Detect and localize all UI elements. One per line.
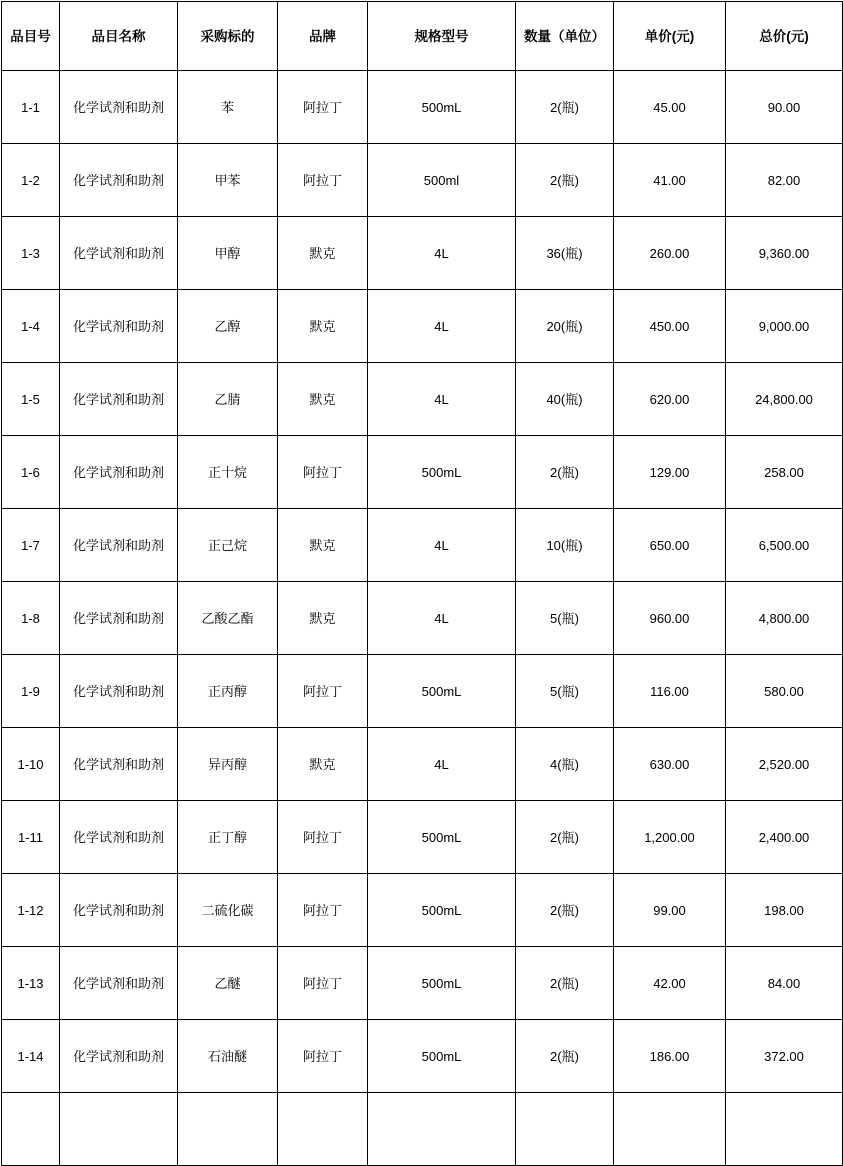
cell-item-name: 化学试剂和助剂	[60, 1020, 178, 1093]
cell-quantity: 2(瓶)	[516, 71, 614, 144]
table-row	[2, 655, 843, 728]
cell-brand: 阿拉丁	[278, 655, 368, 728]
cell-spec-model: 500mL	[368, 874, 516, 947]
cell-total-price: 9,000.00	[726, 290, 843, 363]
cell-unit-price: 1,200.00	[614, 801, 726, 874]
cell-quantity: 40(瓶)	[516, 363, 614, 436]
table-header-row	[2, 2, 843, 71]
cell-item-no: 1-6	[2, 436, 60, 509]
cell-item-no: 1-10	[2, 728, 60, 801]
table-row	[2, 728, 843, 801]
cell-unit-price: 450.00	[614, 290, 726, 363]
cell-spec-model	[368, 1093, 516, 1166]
cell-spec-model: 4L	[368, 290, 516, 363]
cell-spec-model: 4L	[368, 582, 516, 655]
cell-item-no: 1-1	[2, 71, 60, 144]
cell-quantity: 10(瓶)	[516, 509, 614, 582]
cell-spec-model: 4L	[368, 509, 516, 582]
column-header-spec-model: 规格型号	[368, 2, 516, 71]
cell-purchase-target: 二硫化碳	[178, 874, 278, 947]
cell-brand: 阿拉丁	[278, 801, 368, 874]
cell-purchase-target: 乙醇	[178, 290, 278, 363]
cell-unit-price: 620.00	[614, 363, 726, 436]
cell-brand: 默克	[278, 509, 368, 582]
table-row	[2, 436, 843, 509]
cell-item-no: 1-14	[2, 1020, 60, 1093]
table-row	[2, 71, 843, 144]
cell-purchase-target: 乙酸乙酯	[178, 582, 278, 655]
cell-unit-price: 630.00	[614, 728, 726, 801]
cell-total-price: 4,800.00	[726, 582, 843, 655]
cell-purchase-target: 乙醚	[178, 947, 278, 1020]
cell-unit-price: 960.00	[614, 582, 726, 655]
cell-purchase-target: 苯	[178, 71, 278, 144]
cell-total-price: 198.00	[726, 874, 843, 947]
cell-spec-model: 4L	[368, 217, 516, 290]
cell-total-price: 9,360.00	[726, 217, 843, 290]
column-header-total-price: 总价(元)	[726, 2, 843, 71]
cell-total-price: 2,520.00	[726, 728, 843, 801]
cell-brand: 默克	[278, 290, 368, 363]
cell-unit-price: 45.00	[614, 71, 726, 144]
cell-item-no: 1-4	[2, 290, 60, 363]
cell-item-name: 化学试剂和助剂	[60, 947, 178, 1020]
cell-unit-price: 116.00	[614, 655, 726, 728]
cell-purchase-target: 正丁醇	[178, 801, 278, 874]
cell-quantity: 2(瓶)	[516, 874, 614, 947]
cell-spec-model: 500mL	[368, 947, 516, 1020]
cell-quantity: 4(瓶)	[516, 728, 614, 801]
cell-item-no: 1-8	[2, 582, 60, 655]
cell-unit-price	[614, 1093, 726, 1166]
column-header-purchase-target: 采购标的	[178, 2, 278, 71]
cell-unit-price: 186.00	[614, 1020, 726, 1093]
cell-purchase-target: 正丙醇	[178, 655, 278, 728]
cell-item-no: 1-11	[2, 801, 60, 874]
cell-quantity: 20(瓶)	[516, 290, 614, 363]
cell-purchase-target: 甲苯	[178, 144, 278, 217]
cell-purchase-target: 正十烷	[178, 436, 278, 509]
cell-spec-model: 4L	[368, 728, 516, 801]
cell-brand: 默克	[278, 363, 368, 436]
cell-item-no: 1-3	[2, 217, 60, 290]
cell-item-name: 化学试剂和助剂	[60, 655, 178, 728]
cell-spec-model: 500mL	[368, 436, 516, 509]
table-row	[2, 582, 843, 655]
cell-total-price: 24,800.00	[726, 363, 843, 436]
table-row	[2, 947, 843, 1020]
cell-item-name: 化学试剂和助剂	[60, 290, 178, 363]
cell-total-price: 580.00	[726, 655, 843, 728]
cell-quantity: 2(瓶)	[516, 144, 614, 217]
cell-item-name: 化学试剂和助剂	[60, 436, 178, 509]
cell-brand: 默克	[278, 582, 368, 655]
cell-total-price: 258.00	[726, 436, 843, 509]
cell-brand: 阿拉丁	[278, 144, 368, 217]
cell-item-no: 1-7	[2, 509, 60, 582]
cell-item-name: 化学试剂和助剂	[60, 582, 178, 655]
cell-item-name: 化学试剂和助剂	[60, 217, 178, 290]
cell-item-name	[60, 1093, 178, 1166]
cell-total-price: 6,500.00	[726, 509, 843, 582]
cell-quantity	[516, 1093, 614, 1166]
cell-total-price: 90.00	[726, 71, 843, 144]
cell-quantity: 2(瓶)	[516, 1020, 614, 1093]
table-body	[2, 71, 843, 1166]
cell-quantity: 5(瓶)	[516, 655, 614, 728]
cell-item-no: 1-12	[2, 874, 60, 947]
cell-spec-model: 500mL	[368, 655, 516, 728]
cell-purchase-target: 异丙醇	[178, 728, 278, 801]
cell-unit-price: 41.00	[614, 144, 726, 217]
cell-total-price: 82.00	[726, 144, 843, 217]
cell-unit-price: 42.00	[614, 947, 726, 1020]
cell-quantity: 2(瓶)	[516, 436, 614, 509]
cell-item-name: 化学试剂和助剂	[60, 801, 178, 874]
table-row	[2, 509, 843, 582]
cell-total-price: 372.00	[726, 1020, 843, 1093]
table-row	[2, 801, 843, 874]
cell-spec-model: 500mL	[368, 71, 516, 144]
cell-unit-price: 650.00	[614, 509, 726, 582]
cell-brand: 阿拉丁	[278, 71, 368, 144]
cell-item-no: 1-5	[2, 363, 60, 436]
cell-brand: 阿拉丁	[278, 1020, 368, 1093]
cell-item-name: 化学试剂和助剂	[60, 363, 178, 436]
document-page	[0, 1, 843, 1064]
cell-purchase-target	[178, 1093, 278, 1166]
cell-spec-model: 500ml	[368, 144, 516, 217]
cell-brand: 阿拉丁	[278, 947, 368, 1020]
cell-item-name: 化学试剂和助剂	[60, 509, 178, 582]
cell-brand	[278, 1093, 368, 1166]
table-row	[2, 144, 843, 217]
column-header-item-no: 品目号	[2, 2, 60, 71]
table-row	[2, 1020, 843, 1093]
column-header-quantity-unit: 数量（单位）	[516, 2, 614, 71]
table-row	[2, 363, 843, 436]
cell-quantity: 2(瓶)	[516, 947, 614, 1020]
cell-purchase-target: 石油醚	[178, 1020, 278, 1093]
cell-brand: 阿拉丁	[278, 874, 368, 947]
cell-unit-price: 260.00	[614, 217, 726, 290]
cell-item-name: 化学试剂和助剂	[60, 728, 178, 801]
cell-item-name: 化学试剂和助剂	[60, 874, 178, 947]
cell-quantity: 5(瓶)	[516, 582, 614, 655]
cell-brand: 阿拉丁	[278, 436, 368, 509]
cell-total-price: 84.00	[726, 947, 843, 1020]
column-header-brand: 品牌	[278, 2, 368, 71]
cell-quantity: 2(瓶)	[516, 801, 614, 874]
column-header-item-name: 品目名称	[60, 2, 178, 71]
cell-purchase-target: 甲醇	[178, 217, 278, 290]
cell-total-price	[726, 1093, 843, 1166]
cell-item-no: 1-9	[2, 655, 60, 728]
cell-item-no: 1-2	[2, 144, 60, 217]
table-row	[2, 217, 843, 290]
cell-quantity: 36(瓶)	[516, 217, 614, 290]
cell-brand: 默克	[278, 728, 368, 801]
table-row-partial	[2, 1093, 843, 1166]
cell-brand: 默克	[278, 217, 368, 290]
cell-item-no: 1-13	[2, 947, 60, 1020]
column-header-unit-price: 单价(元)	[614, 2, 726, 71]
cell-unit-price: 129.00	[614, 436, 726, 509]
table-row	[2, 874, 843, 947]
cell-item-name: 化学试剂和助剂	[60, 71, 178, 144]
cell-purchase-target: 乙腈	[178, 363, 278, 436]
table-row	[2, 290, 843, 363]
cell-spec-model: 500mL	[368, 801, 516, 874]
cell-item-no	[2, 1093, 60, 1166]
cell-purchase-target: 正己烷	[178, 509, 278, 582]
cell-total-price: 2,400.00	[726, 801, 843, 874]
purchase-items-table	[1, 1, 843, 1166]
cell-spec-model: 500mL	[368, 1020, 516, 1093]
cell-unit-price: 99.00	[614, 874, 726, 947]
cell-spec-model: 4L	[368, 363, 516, 436]
cell-item-name: 化学试剂和助剂	[60, 144, 178, 217]
